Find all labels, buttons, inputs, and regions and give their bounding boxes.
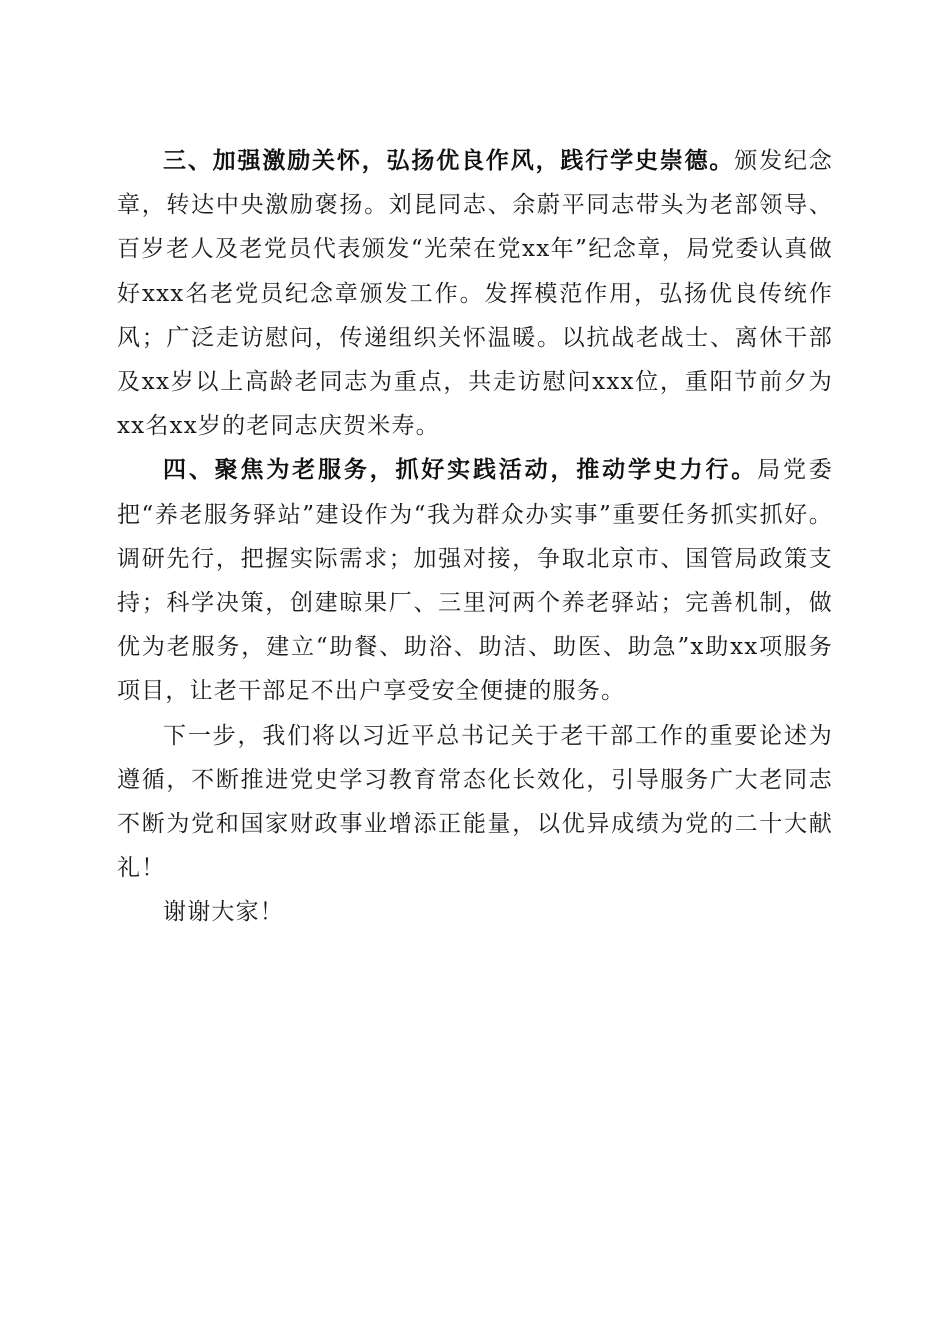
- section-heading-3: 三、加强激励关怀，弘扬优良作风，践行学史崇德。: [163, 148, 735, 174]
- section-heading-4: 四、聚焦为老服务，抓好实践活动，推动学史力行。: [163, 457, 758, 484]
- paragraph-next-steps: [117, 714, 833, 891]
- paragraph-incentive-care: [117, 139, 833, 448]
- document-body: [117, 139, 833, 935]
- paragraph-text: 颁发纪念章，转达中央激励褒扬。刘昆同志、余蔚平同志带头为老部领导、百岁老人及老党员代表颁发“光荣在党xx年”纪念章，局党委认真做好xxx名老党员纪念章颁发工作。发挥模范作用，弘扬优良传统作风；广泛走访慰问，传递组织关怀温暖。以抗战老战士、离休干部及xx岁以上高龄老同志为重点，共走访慰问xxx位，重阳节前夕为xx名xx岁的老同志庆贺米寿。: [117, 148, 833, 440]
- closing-text: 谢谢大家！: [163, 899, 284, 926]
- paragraph-elderly-service: [117, 448, 833, 713]
- paragraph-closing: [117, 890, 833, 934]
- paragraph-text: 下一步，我们将以习近平总书记关于老干部工作的重要论述为遵循，不断推进党史学习教育常态化长效化，引导服务广大老同志不断为党和国家财政事业增添正能量，以优异成绩为党的二十大献礼！: [117, 722, 833, 882]
- paragraph-text: 局党委把“养老服务驿站”建设作为“我为群众办实事”重要任务抓实抓好。调研先行，把握实际需求；加强对接，争取北京市、国管局政策支持；科学决策，创建晾果厂、三里河两个养老驿站；完善机制，做优为老服务，建立“助餐、助浴、助洁、助医、助急”x助xx项服务项目，让老干部足不出户享受安全便捷的服务。: [117, 457, 833, 705]
